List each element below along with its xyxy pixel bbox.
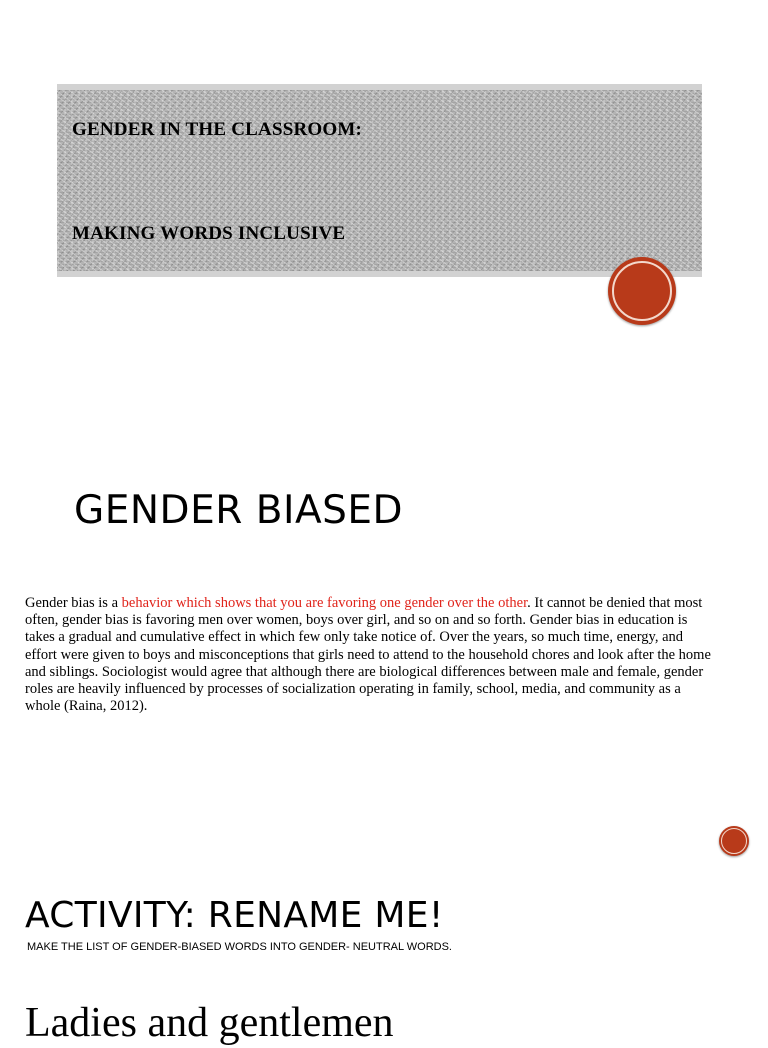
decorative-circle-icon bbox=[608, 257, 676, 325]
paragraph-text-start: Gender bias is a bbox=[25, 595, 122, 611]
activity-title: ACTIVITY: RENAME ME! bbox=[25, 895, 444, 936]
section-heading: GENDER BIASED bbox=[74, 488, 404, 533]
paragraph-text-rest: . It cannot be denied that most often, gender bias is favoring men over women, boys over girl, and so on and so forth. Gender bias in education is takes a gradual and cumulative effect in which few only take notice of. Over the years, so much time, energy, and effort were given to boys and misconceptions that girls need to attend to the household chores and look after the home and siblings. Sociologist would agree that although there are biological differences between male and female, gender roles are heavily influenced by processes of socialization operating in family, school, media, and community as a whole (Raina, 2012). bbox=[25, 595, 711, 715]
banner-bottom-band bbox=[57, 271, 702, 277]
body-paragraph bbox=[25, 595, 715, 715]
highlighted-definition: behavior which shows that you are favoring one gender over the other bbox=[121, 595, 528, 611]
next-slide-heading: Ladies and gentlemen bbox=[25, 1000, 394, 1046]
slide-title-line-1: GENDER IN THE CLASSROOM: bbox=[72, 119, 363, 140]
slide-title-line-2: MAKING WORDS INCLUSIVE bbox=[72, 223, 346, 244]
activity-instructions: MAKE THE LIST OF GENDER-BIASED WORDS INTO GENDER- NEUTRAL WORDS. bbox=[27, 941, 452, 953]
title-banner bbox=[57, 84, 702, 277]
banner-top-band bbox=[57, 84, 702, 90]
decorative-circle-small-icon bbox=[719, 826, 749, 856]
